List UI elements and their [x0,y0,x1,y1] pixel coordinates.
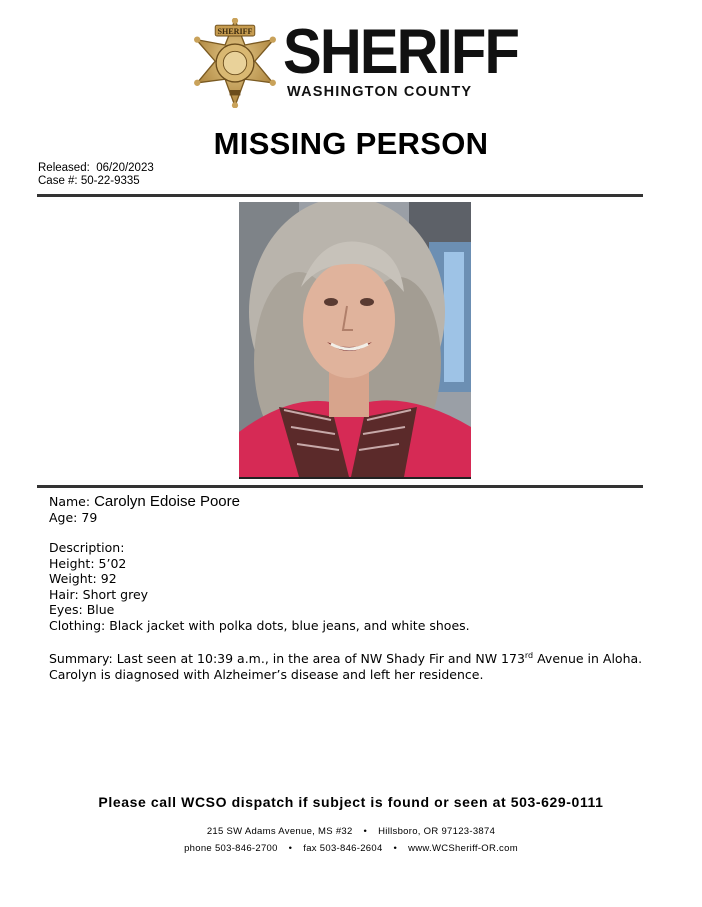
summary-text-part1: Last seen at 10:39 a.m., in the area of NW Shady Fir and NW 173 [116,651,525,667]
summary-ordinal-suffix: rd [524,651,534,660]
summary-paragraph [49,648,649,682]
footer-fax: fax 503-846-2604 [303,843,383,854]
case-line [38,175,154,188]
hair-line [49,587,649,603]
clothing-label: Clothing: [49,617,106,633]
weight-value: 92 [100,571,117,586]
age-value: 79 [81,509,98,525]
sheriff-badge-icon [190,18,280,108]
footer-separator: • [393,843,398,854]
footer-address: 215 SW Adams Avenue, MS #32 [206,826,353,837]
weight-line [49,571,649,587]
portrait-image [239,202,471,477]
dispatch-callout: Please call WCSO dispatch if subject is found or seen at 503-629-0111 [98,794,604,810]
top-divider [37,194,643,197]
release-info [38,162,154,188]
name-label: Name: [49,494,91,509]
height-label: Height: [49,555,95,571]
name-line [49,494,649,510]
sheriff-logo [190,17,519,110]
middle-divider [37,485,643,488]
case-label: Case #: [38,175,78,187]
case-number: 50-22-9335 [80,175,140,187]
footer-contact-line [0,843,702,854]
person-name: Carolyn Edoise Poore [94,493,240,510]
clothing-value: Black jacket with polka dots, blue jeans, and white shoes. [109,617,470,633]
footer-separator: • [363,826,368,837]
height-value: 5’02 [98,555,127,571]
footer-phone: phone 503-846-2700 [184,843,278,854]
height-line [49,556,649,572]
brand-title: SHERIFF [283,17,519,87]
released-date: 06/20/2023 [96,162,154,174]
age-line [49,510,649,526]
description-heading: Description: [49,540,125,555]
footer-website-link[interactable]: www.WCSheriff-OR.com [408,843,518,854]
summary-text-part2: Avenue in Aloha. Carolyn is diagnosed with Alzheimer’s disease and left her residence. [49,651,643,682]
svg-text:SHERIFF: SHERIFF [217,26,253,36]
hair-label: Hair: [49,586,79,602]
clothing-line [49,618,649,634]
brand-subtitle: WASHINGTON COUNTY [287,84,473,100]
age-label: Age: [49,509,78,525]
missing-person-photo [239,202,471,479]
released-label: Released: [38,162,90,174]
released-line [38,162,154,175]
eyes-label: Eyes: [49,602,83,617]
summary-label: Summary: [49,651,113,667]
person-details [49,494,649,682]
footer-separator: • [288,843,293,854]
footer-address-line [0,826,702,837]
weight-label: Weight: [49,571,97,586]
document-title: MISSING PERSON [213,126,489,161]
eyes-value: Blue [86,602,115,617]
hair-value: Short grey [82,586,149,602]
footer-city: Hillsboro, OR 97123-3874 [378,826,496,837]
eyes-line [49,602,649,618]
